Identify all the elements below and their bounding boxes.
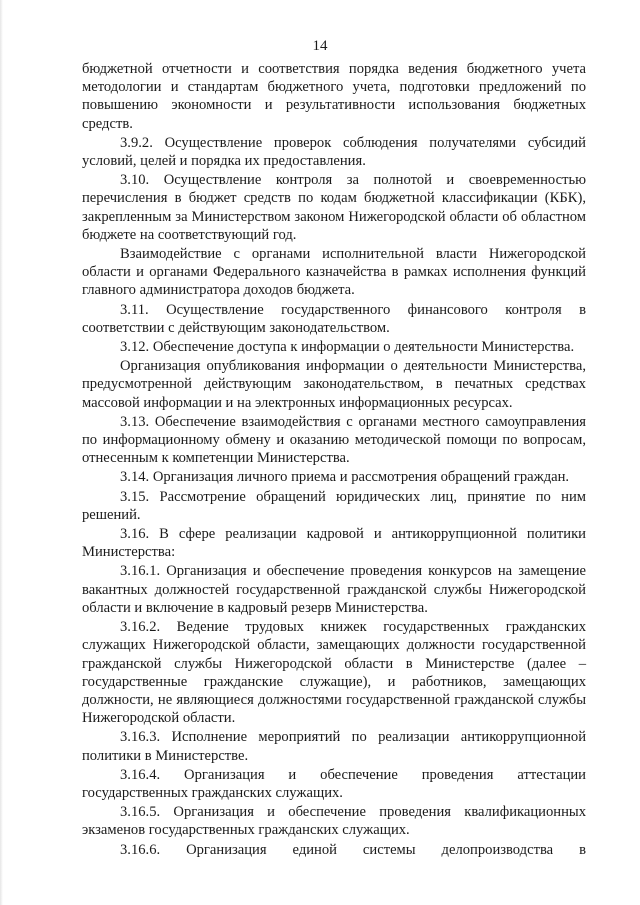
scan-edge-shadow xyxy=(0,0,3,905)
paragraph-3-11 xyxy=(82,301,586,337)
paragraph-3-16-3 xyxy=(82,728,586,764)
paragraph-3-16-1 xyxy=(82,562,586,617)
text-line: 3.16.6. Организация единой системы делопроизводства в xyxy=(120,841,586,858)
text-line: 3.11. Осуществление государственного финансового контроля в xyxy=(120,301,586,318)
text-line: экзаменов государственных гражданских служащих. xyxy=(82,822,410,839)
text-line: областном бюджете на соответствующий год. xyxy=(82,208,587,243)
text-line: 3.16. В сфере реализации кадровой и антикоррупционной политики xyxy=(120,526,586,543)
paragraph-3-16 xyxy=(82,525,586,561)
text-line: Нижегородской области и включение в кадровый резерв Министерства. xyxy=(82,581,586,616)
text-line: государственной гражданской службы Нижегородской области. xyxy=(82,691,586,727)
text-line: информационных ресурсах. xyxy=(339,394,513,411)
text-line: 3.14. Организация личного приема и рассмотрения обращений граждан. xyxy=(120,469,570,486)
text-line: печатных средствах массовой информации и на электронных xyxy=(82,376,586,411)
paragraph-3-16-4 xyxy=(82,766,586,802)
document-body xyxy=(82,60,586,859)
text-line: замещение вакантных должностей государственной гражданской службы xyxy=(82,563,586,598)
text-line: повышению экономности и результативности использования бюджетных xyxy=(82,97,586,114)
text-line: функций главного администратора доходов бюджета. xyxy=(82,264,586,299)
text-line: средств. xyxy=(82,115,133,132)
text-line: Министерства. xyxy=(481,339,575,356)
text-line: 3.10. Осуществление контроля за полнотой и своевременностью xyxy=(120,172,586,189)
text-line: Министерства: xyxy=(82,544,176,561)
text-line: перечисления в бюджет средств по кодам бюджетной классификации (КБК), xyxy=(82,190,586,207)
text-line: соответствии с действующим законодательством. xyxy=(82,319,390,336)
text-line: 3.15. Рассмотрение обращений юридических лиц, принятие по ним xyxy=(120,488,586,505)
text-line: политики в Министерстве. xyxy=(82,747,249,764)
paragraph-3-9-2 xyxy=(82,134,586,170)
text-line: бюджетной отчетности и соответствия порядка ведения бюджетного учета xyxy=(82,61,586,77)
text-line: 3.16.3. Исполнение мероприятий по реализации антикоррупционной xyxy=(120,729,586,746)
paragraph-3-14 xyxy=(82,468,586,486)
paragraph-3-13 xyxy=(82,413,586,468)
paragraph-3-16-2 xyxy=(82,618,586,727)
text-line: закрепленным за Министерством законом Нижегородской области об xyxy=(82,208,517,225)
text-line: работников, замещающих должности, не являющиеся должностями xyxy=(82,673,586,708)
text-line: 3.16.4. Организация и обеспечение проведения аттестации xyxy=(120,766,586,783)
text-line: Министерства, предусмотренной действующим законодательством, в xyxy=(82,358,586,393)
paragraph-continuation xyxy=(82,60,586,133)
text-line: 3.16.2. Ведение трудовых книжек государственных гражданских xyxy=(120,619,586,636)
paragraph-3-10 xyxy=(82,171,586,244)
page-number: 14 xyxy=(312,38,328,54)
text-line: Министерстве (далее – государственные гражданские служащие), и xyxy=(82,655,586,690)
text-line: служащих Нижегородской области, замещающих должности xyxy=(82,637,475,654)
paragraph-3-16-6 xyxy=(82,841,586,859)
paragraph-3-15 xyxy=(82,488,586,524)
text-line: методологии и стандартам бюджетного учета, подготовки предложений по xyxy=(82,79,586,96)
text-line: решений. xyxy=(82,506,141,523)
text-line: области и органами Федерального казначейства в рамках исполнения xyxy=(82,264,526,281)
text-line: 3.13. Обеспечение взаимодействия с органами местного xyxy=(120,413,480,430)
text-line: самоуправления по информационному обмену и оказанию методической xyxy=(82,413,587,449)
text-line: 3.16.1. Организация и обеспечение проведения конкурсов на xyxy=(120,563,513,580)
text-line: Взаимодействие с органами исполнительной власти Нижегородской xyxy=(120,246,586,263)
text-line: 3.12. Обеспечение доступа к информации о деятельности xyxy=(120,339,478,356)
text-line: государственной гражданской службы Нижегородской области в xyxy=(82,637,586,672)
text-line: помощи по вопросам, отнесенным к компетенции Министерства. xyxy=(82,432,586,467)
text-line: 3.9.2. Осуществление проверок соблюдения получателями субсидий xyxy=(120,134,586,151)
text-line: государственных гражданских служащих. xyxy=(82,784,343,801)
text-line: Организация опубликования информации о деятельности xyxy=(120,358,488,375)
text-line: 3.16.5. Организация и обеспечение проведения квалификационных xyxy=(120,804,586,821)
paragraph-interaction xyxy=(82,245,586,300)
text-line: условий, целей и порядка их предоставления. xyxy=(82,153,366,170)
paragraph-3-16-5 xyxy=(82,803,586,839)
paragraph-3-12 xyxy=(82,338,586,356)
paragraph-publication xyxy=(82,357,586,412)
